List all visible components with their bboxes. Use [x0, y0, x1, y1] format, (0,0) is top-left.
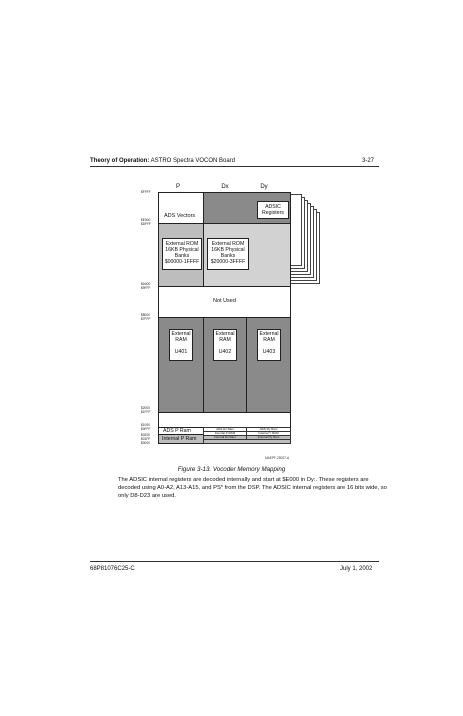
rom-line: External ROM [211, 241, 245, 247]
address-label: $0FFF [141, 427, 151, 431]
rom-line: 16KB Physical [211, 247, 245, 253]
ram-line: RAM [219, 337, 231, 343]
rom-line: $00000-1FFFF [164, 259, 200, 265]
internal-dx-ram-cell: Internal Dx Ram [203, 435, 247, 440]
internal-p-ram-label: Internal P Ram [162, 436, 197, 442]
ram-line: RAM [263, 337, 275, 343]
address-label: $7FFF [141, 317, 151, 321]
rom-line: Banks [174, 253, 190, 259]
address-label: $1FFF [141, 410, 151, 414]
unused-band [158, 412, 291, 428]
rom-line: 16KB Physical [165, 247, 199, 253]
rom-line: Banks [220, 253, 236, 259]
figure-id: MAEPF-25037-A [265, 456, 290, 460]
address-label: $0200 [141, 433, 150, 437]
address-label: $01FF [141, 437, 151, 441]
adsic-registers-line: ADSIC [265, 204, 281, 210]
ram-u401-box [169, 329, 193, 361]
ram-u403-box [257, 329, 281, 361]
page-header-title: Theory of Operation: ASTRO Spectra VOCON Board [90, 158, 236, 164]
ads-dy-ram-cell: ADS Dy Ram [246, 427, 291, 432]
address-label: $9FFF [141, 286, 151, 290]
address-label: $8000 [141, 313, 150, 317]
ram-line: External [171, 331, 191, 337]
body-paragraph: The ADSIC internal registers are decoded internally and start at $E000 in Dy:. These registers are decoded using A0-A2, A13-A15, and PS* from the DSP. The ADSIC internal registers are 16 bits wide, so only D8-D23 are used. [118, 477, 387, 499]
adsic-registers-line: Registers [262, 210, 284, 216]
internal-ram-bottom-cell [203, 439, 291, 444]
address-label: $DFFF [141, 222, 151, 226]
footer-rule [90, 561, 379, 562]
figure-caption: Figure 3-13. Vocoder Memory Mapping [177, 466, 286, 473]
rom-line: $20000-3FFFF [210, 259, 246, 265]
ram-line: U403 [262, 349, 276, 355]
not-used-label: Not Used [213, 298, 236, 304]
ram-line: U402 [218, 349, 232, 355]
internal-dy-ram-cell: Internal Dy Ram [246, 435, 291, 440]
column-dy-label: Dy [260, 184, 268, 190]
address-label: $E000 [141, 218, 151, 222]
internal-y-ram-cell: Internal Y RAM [246, 431, 291, 436]
footer-doc-number: 68P81076C25-C [90, 566, 135, 572]
column-p-label: P [175, 184, 180, 190]
external-rom-dx-box [207, 238, 249, 270]
address-label: $A000 [141, 282, 151, 286]
address-label: $FFFF [141, 190, 151, 194]
adsic-registers-box [257, 201, 289, 219]
ads-vectors-label: ADS Vectors [164, 213, 196, 219]
rom-line: External ROM [165, 241, 199, 247]
external-rom-p-box [162, 238, 202, 270]
ram-line: U401 [174, 349, 188, 355]
ram-u402-box [213, 329, 237, 361]
internal-p-ram-block [158, 434, 204, 444]
dxdy-top-block [203, 192, 291, 224]
header-rule [90, 166, 379, 167]
column-dx-label: Dx [221, 184, 229, 190]
ram-line: External [259, 331, 279, 337]
address-label: $2000 [141, 406, 150, 410]
address-label: $1000 [141, 423, 150, 427]
ram-line: RAM [175, 337, 187, 343]
ads-vectors-block [158, 192, 204, 224]
ads-p-ram-label: ADS P Ram [163, 428, 191, 434]
address-label: $0000 [141, 441, 150, 445]
not-used-block [158, 286, 291, 318]
ads-dx-ram-cell: ADS Dx Ram [203, 427, 247, 432]
page-number: 3-27 [362, 158, 375, 164]
footer-date: July 1, 2002 [340, 566, 373, 572]
ram-line: External [215, 331, 235, 337]
internal-x-ram-cell: Internal X RAM [203, 431, 247, 436]
